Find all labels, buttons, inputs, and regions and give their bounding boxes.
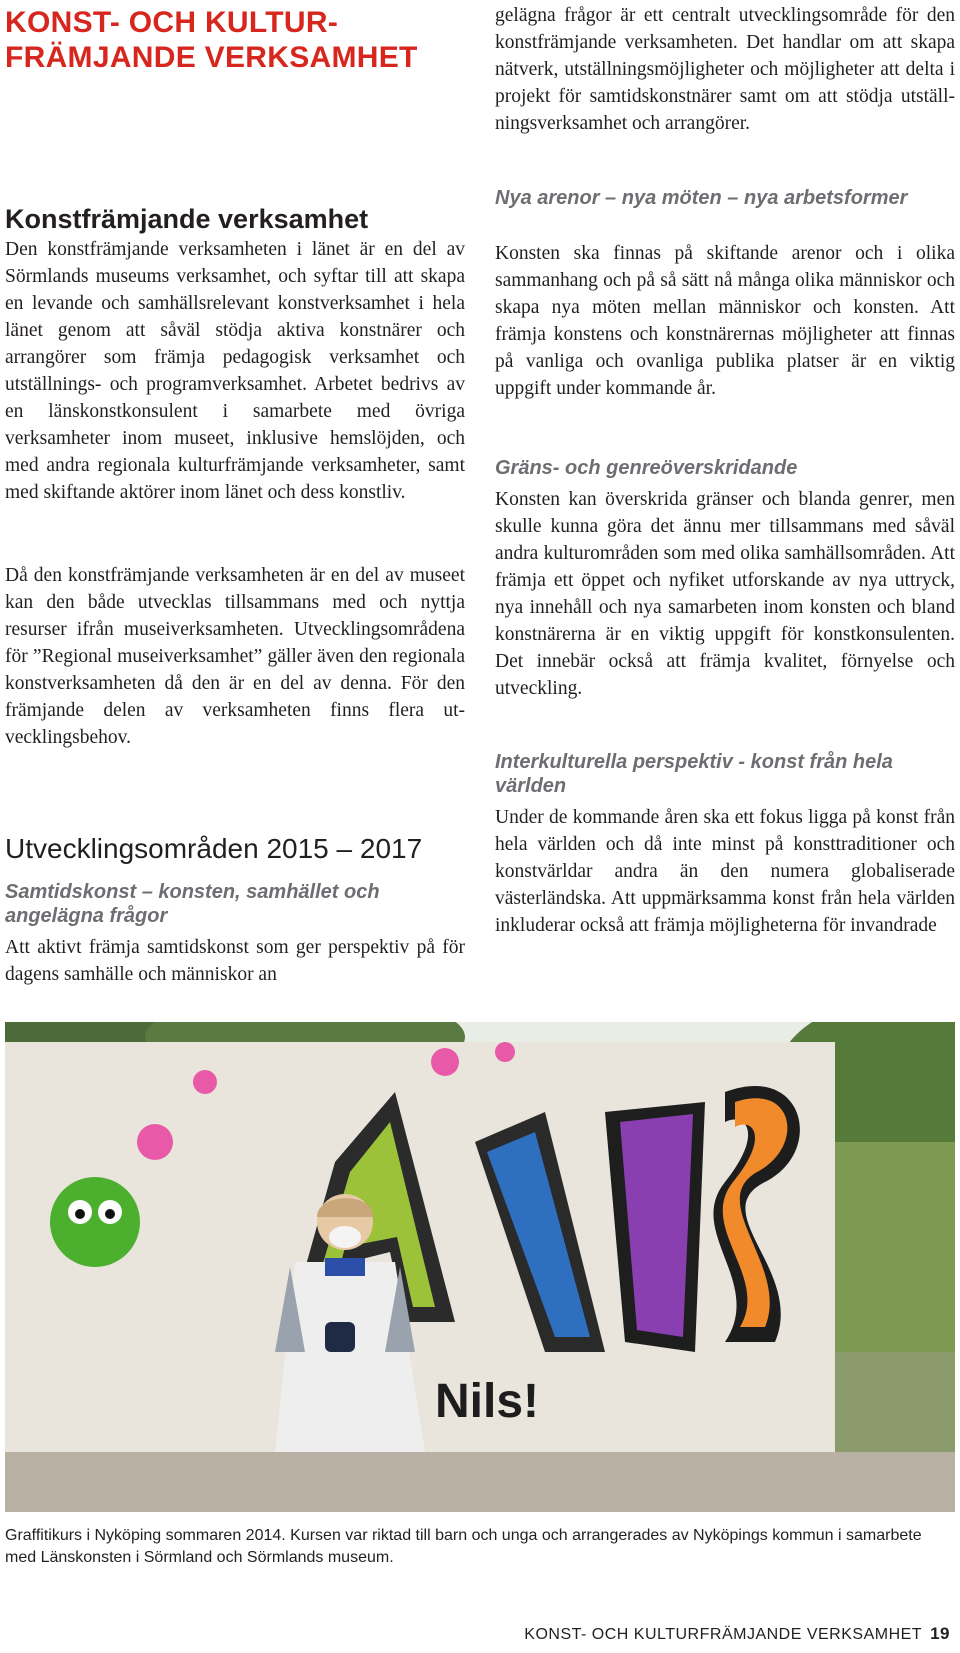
- page-footer: [524, 1624, 950, 1644]
- page-number: 19: [930, 1624, 950, 1643]
- subheading-grans: Gräns- och genreöverskridande: [495, 457, 798, 479]
- paragraph-interkulturella: Under de kommande åren ska ett fokus ligga på konst från hela världen och då inte minst på konsttraditioner och konstvärldar andra än den numera globaliserade västerländska. Att uppmärksamma konst från hela världen inkluderar också att främja möjligheterna för invandrade: [495, 807, 955, 936]
- left-column: [5, 0, 465, 985]
- subheading-samtidskonst: Samtidskonst – konsten, samhället och angelägna frågor: [5, 881, 380, 927]
- paragraph-grans: Konsten kan överskrida gränser och blanda genrer, men skulle kunna göra det ännu mer tillsammans med såväl andra kulturområden som med olika samhällsområden. Att främja ett öppet och nyfiket utforskande av nya uttryck, nya innehåll och nya samarbeten inom konsten och bland konstnärerna är en viktig uppgift för konstkonsulenten. Det innebär också att främja kvalitet, förnyelse och utveckling.: [495, 489, 955, 699]
- subheading-interkulturella: Interkulturella perspektiv - konst från hela världen: [495, 751, 893, 797]
- subheading-nya-arenor: Nya arenor – nya möten – nya arbetsformer: [495, 187, 908, 209]
- page-title-line2: FRÄMJANDE VERKSAMHET: [5, 41, 418, 74]
- photo-caption: Graffitikurs i Nyköping sommaren 2014. Kursen var riktad till barn och unga och arrangerades av Nyköpings kommun i samarbete med Länskonsten i Sörmland och Sörmlands museum.: [5, 1527, 922, 1566]
- paragraph-samtidskonst: Att aktivt främja samtidskonst som ger perspektiv på för dagens samhälle och människor an: [5, 937, 465, 985]
- page-title: [5, 5, 465, 75]
- paragraph-intro: Den konstfrämjande verksamheten i länet är en del av Sörmlands museums verksamhet, och syftar till att skapa en levande och samhällsrelevant konstverksamhet i hela länet genom att såväl stödja aktiva konstnärer och arrangörer som främja pedagogisk verksamhet och utställnings- och programverksamhet. Arbetet bedrivs av en länskonstkonsulent i samarbete med övriga verksamheter inom museet, inklusive hemslöjden, och med andra regionala kulturfrämjande verksamheter, samt med skiftande aktörer inom länet och dess konstliv.: [5, 239, 465, 503]
- section-heading-utvecklingsomraden: Utvecklingsområden 2015 – 2017: [5, 833, 423, 864]
- paragraph-samtidskonst-cont: gelägna frågor är ett centralt utvecklingsområde för den konstfrämjande verksamheten. Det handlar om att skapa nätverk, utställningsmöjligheter och möjligheter att delta i projekt för samtidskonstnärer samt om att stödja utställningsverksamhet och arrangörer.: [495, 5, 955, 134]
- section-heading-konstframjande: Konstfrämjande verksamhet: [5, 204, 369, 234]
- paragraph-museum: Då den konstfrämjande verksamheten är en del av museet kan den både utvecklas tillsammans med och nyttja resurser ifrån museiverksamheten. Utvecklingsområdena för ”Regional museiverksamhet” gäller även den regionala konstverksamheten då den är en del av denna. För den främjande delen av verksamheten finns flera utvecklingsbehov.: [5, 565, 465, 748]
- graffiti-photo: [5, 1022, 955, 1512]
- paragraph-nya-arenor: Konsten ska finnas på skiftande arenor och i olika sammanhang och på så sätt nå många olika människor och skapa nya möten mellan människor och konsten. Att främja konstens och konstnärernas möjligheter att finnas på vanliga och ovanliga publika platser är en viktig uppgift under kommande år.: [495, 243, 955, 399]
- graffiti-photo-illustration: [5, 1022, 955, 1512]
- graffiti-tag-text: Nils!: [435, 1375, 540, 1428]
- page-title-line1: KONST- OCH KULTUR-: [5, 6, 339, 39]
- footer-label: KONST- OCH KULTURFRÄMJANDE VERKSAMHET: [524, 1626, 923, 1643]
